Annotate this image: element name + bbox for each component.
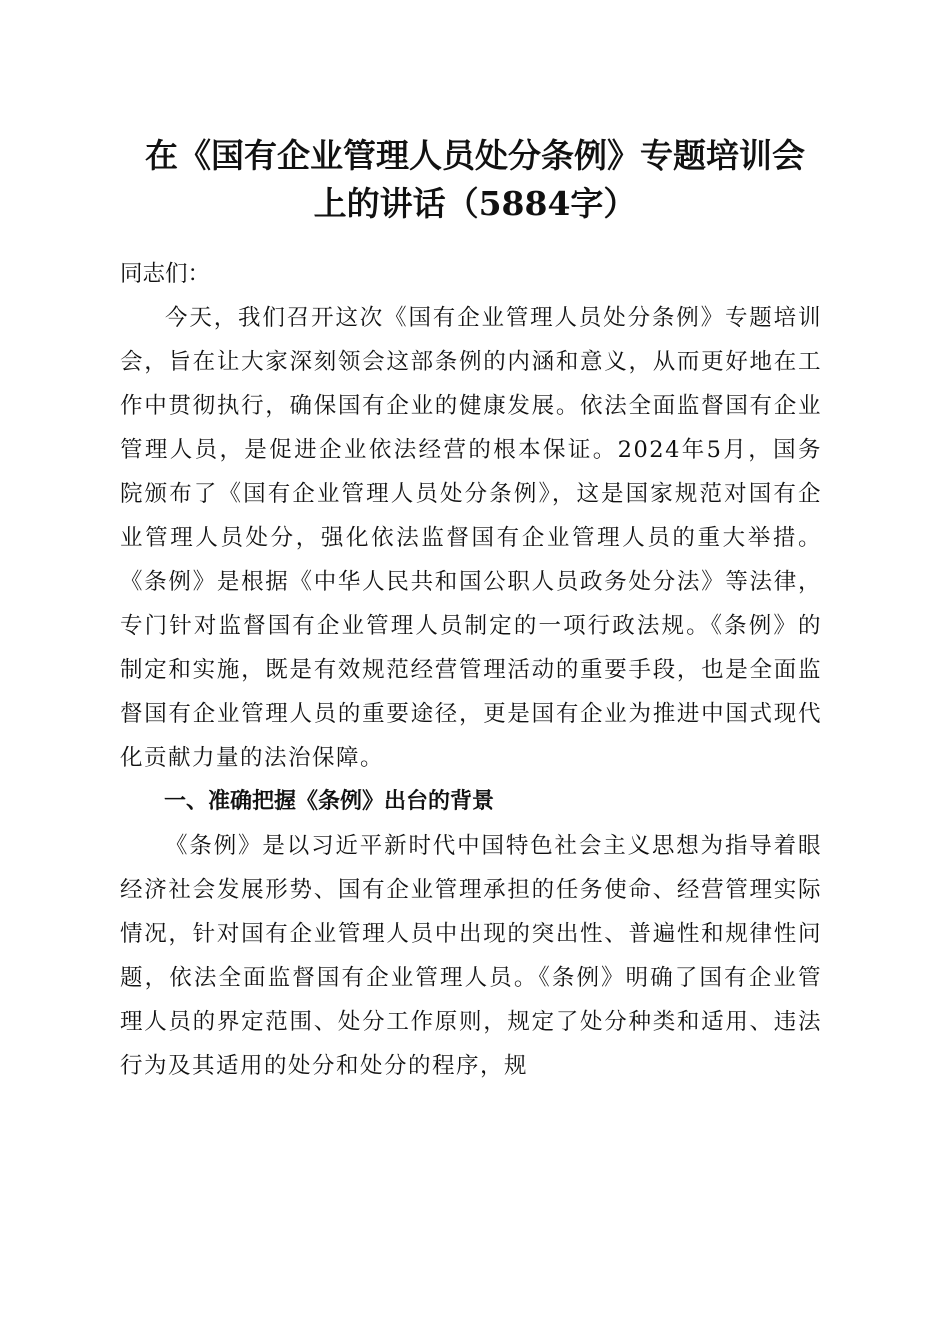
paragraph-intro: 今天，我们召开这次《国有企业管理人员处分条例》专题培训会，旨在让大家深刻领会这部条例的内涵和意义，从而更好地在工作中贯彻执行，确保国有企业的健康发展。依法全面监督国有企业管理人员，是促进企业依法经营的根本保证。2024年5月，国务院颁布了《国有企业管理人员处分条例》，这是国家规范对国有企业管理人员处分，强化依法监督国有企业管理人员的重大举措。《条例》是根据《中华人民共和国公职人员政务处分法》等法律，专门针对监督国有企业管理人员制定的一项行政法规。《条例》的制定和实施，既是有效规范经营管理活动的重要手段，也是全面监督国有企业管理人员的重要途径，更是国有企业为推进中国式现代化贡献力量的法治保障。 xyxy=(120,305,822,771)
document-title xyxy=(100,132,850,228)
paragraph-background: 《条例》是以习近平新时代中国特色社会主义思想为指导着眼经济社会发展形势、国有企业管理承担的任务使命、经营管理实际情况，针对国有企业管理人员中出现的突出性、普遍性和规律性问题，依法全面监督国有企业管理人员。《条例》明确了国有企业管理人员的界定范围、处分工作原则，规定了处分种类和适用、违法行为及其适用的处分和处分的程序，规 xyxy=(120,833,822,1079)
salutation: 同志们： xyxy=(120,261,211,287)
title-line-1: 在《国有企业管理人员处分条例》专题培训会 xyxy=(145,136,805,175)
title-line-2: 上的讲话（5884字） xyxy=(313,184,637,223)
document-body xyxy=(120,252,822,1088)
section-heading-1: 一、准确把握《条例》出台的背景 xyxy=(164,789,495,814)
